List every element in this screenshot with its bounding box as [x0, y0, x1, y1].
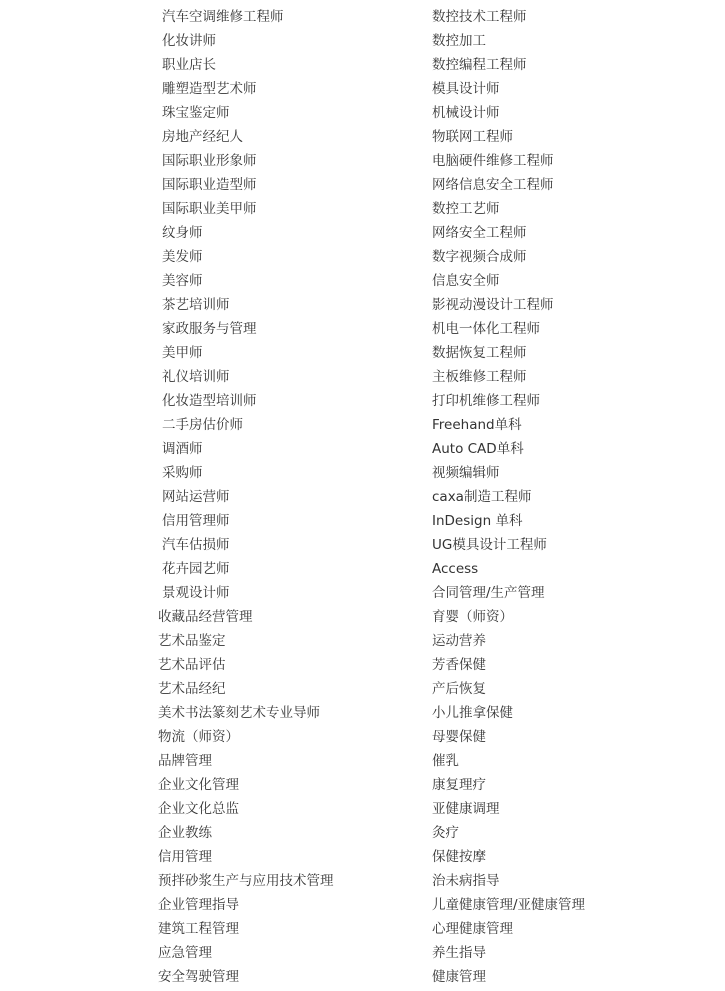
- list-item: 美发师: [162, 249, 203, 265]
- list-item: 数字视频合成师: [432, 249, 527, 265]
- list-item: 汽车估损师: [162, 537, 230, 553]
- list-item: 艺术品评估: [158, 657, 226, 673]
- list-item: 信用管理: [158, 849, 212, 865]
- list-item: 芳香保健: [432, 657, 486, 673]
- list-item: 企业文化管理: [158, 777, 239, 793]
- list-item: 网络信息安全工程师: [432, 177, 554, 193]
- list-item: 数控加工: [432, 33, 486, 49]
- list-item: 企业管理指导: [158, 897, 239, 913]
- right-column-list: [432, 5, 712, 989]
- list-item: 机械设计师: [432, 105, 500, 121]
- list-item: 雕塑造型艺术师: [162, 81, 257, 97]
- list-item: 数控编程工程师: [432, 57, 527, 73]
- list-item: 物流（师资）: [158, 729, 239, 745]
- list-item: UG模具设计工程师: [432, 537, 547, 553]
- list-item: 应急管理: [158, 945, 212, 961]
- list-item: 信息安全师: [432, 273, 500, 289]
- list-item: 运动营养: [432, 633, 486, 649]
- list-item: 家政服务与管理: [162, 321, 257, 337]
- list-item: 房地产经纪人: [162, 129, 243, 145]
- list-item: 数控工艺师: [432, 201, 500, 217]
- list-item: 产后恢复: [432, 681, 486, 697]
- list-item: 国际职业造型师: [162, 177, 257, 193]
- list-item: 调酒师: [162, 441, 203, 457]
- list-item: Auto CAD单科: [432, 441, 524, 457]
- list-item: 影视动漫设计工程师: [432, 297, 554, 313]
- list-item: 艺术品经纪: [158, 681, 226, 697]
- list-item: Access: [432, 561, 479, 577]
- list-item: 保健按摩: [432, 849, 486, 865]
- list-item: 采购师: [162, 465, 203, 481]
- list-item: 国际职业美甲师: [162, 201, 257, 217]
- list-item: 数控技术工程师: [432, 9, 527, 25]
- list-item: 亚健康调理: [432, 801, 500, 817]
- left-column-list: [158, 5, 412, 989]
- list-item: 养生指导: [432, 945, 486, 961]
- list-item: 化妆造型培训师: [162, 393, 257, 409]
- list-item: 美甲师: [162, 345, 203, 361]
- list-item: 康复理疗: [432, 777, 486, 793]
- list-item: InDesign 单科: [432, 513, 523, 529]
- list-item: 收藏品经营管理: [158, 609, 253, 625]
- list-item: 职业店长: [162, 57, 216, 73]
- list-item: 主板维修工程师: [432, 369, 527, 385]
- list-item: 模具设计师: [432, 81, 500, 97]
- list-item: 安全驾驶管理: [158, 969, 239, 985]
- list-item: 花卉园艺师: [162, 561, 230, 577]
- list-item: 催乳: [432, 753, 459, 769]
- list-item: 心理健康管理: [432, 921, 513, 937]
- list-item: 品牌管理: [158, 753, 212, 769]
- list-item: 国际职业形象师: [162, 153, 257, 169]
- list-item: 景观设计师: [162, 585, 230, 601]
- list-item: 灸疗: [432, 825, 459, 841]
- list-item: 视频编辑师: [432, 465, 500, 481]
- list-item: 建筑工程管理: [158, 921, 239, 937]
- list-item: 物联网工程师: [432, 129, 513, 145]
- list-item: caxa制造工程师: [432, 489, 532, 505]
- list-item: 健康管理: [432, 969, 486, 985]
- list-item: 美容师: [162, 273, 203, 289]
- list-item: Freehand单科: [432, 417, 522, 433]
- list-item: 合同管理/生产管理: [432, 585, 545, 601]
- list-item: 母婴保健: [432, 729, 486, 745]
- list-item: 二手房估价师: [162, 417, 243, 433]
- list-item: 机电一体化工程师: [432, 321, 540, 337]
- list-item: 美术书法篆刻艺术专业导师: [158, 705, 320, 721]
- list-item: 打印机维修工程师: [432, 393, 540, 409]
- list-item: 预拌砂浆生产与应用技术管理: [158, 873, 334, 889]
- list-item: 网站运营师: [162, 489, 230, 505]
- list-item: 企业文化总监: [158, 801, 239, 817]
- list-item: 治未病指导: [432, 873, 500, 889]
- list-item: 化妆讲师: [162, 33, 216, 49]
- list-item: 汽车空调维修工程师: [162, 9, 284, 25]
- list-item: 企业教练: [158, 825, 212, 841]
- list-item: 数据恢复工程师: [432, 345, 527, 361]
- list-item: 艺术品鉴定: [158, 633, 226, 649]
- list-item: 珠宝鉴定师: [162, 105, 230, 121]
- list-item: 电脑硬件维修工程师: [432, 153, 554, 169]
- list-item: 茶艺培训师: [162, 297, 230, 313]
- list-item: 育婴（师资）: [432, 609, 513, 625]
- list-item: 礼仪培训师: [162, 369, 230, 385]
- list-item: 网络安全工程师: [432, 225, 527, 241]
- list-item: 儿童健康管理/亚健康管理: [432, 897, 586, 913]
- list-item: 信用管理师: [162, 513, 230, 529]
- list-item: 纹身师: [162, 225, 203, 241]
- list-item: 小儿推拿保健: [432, 705, 513, 721]
